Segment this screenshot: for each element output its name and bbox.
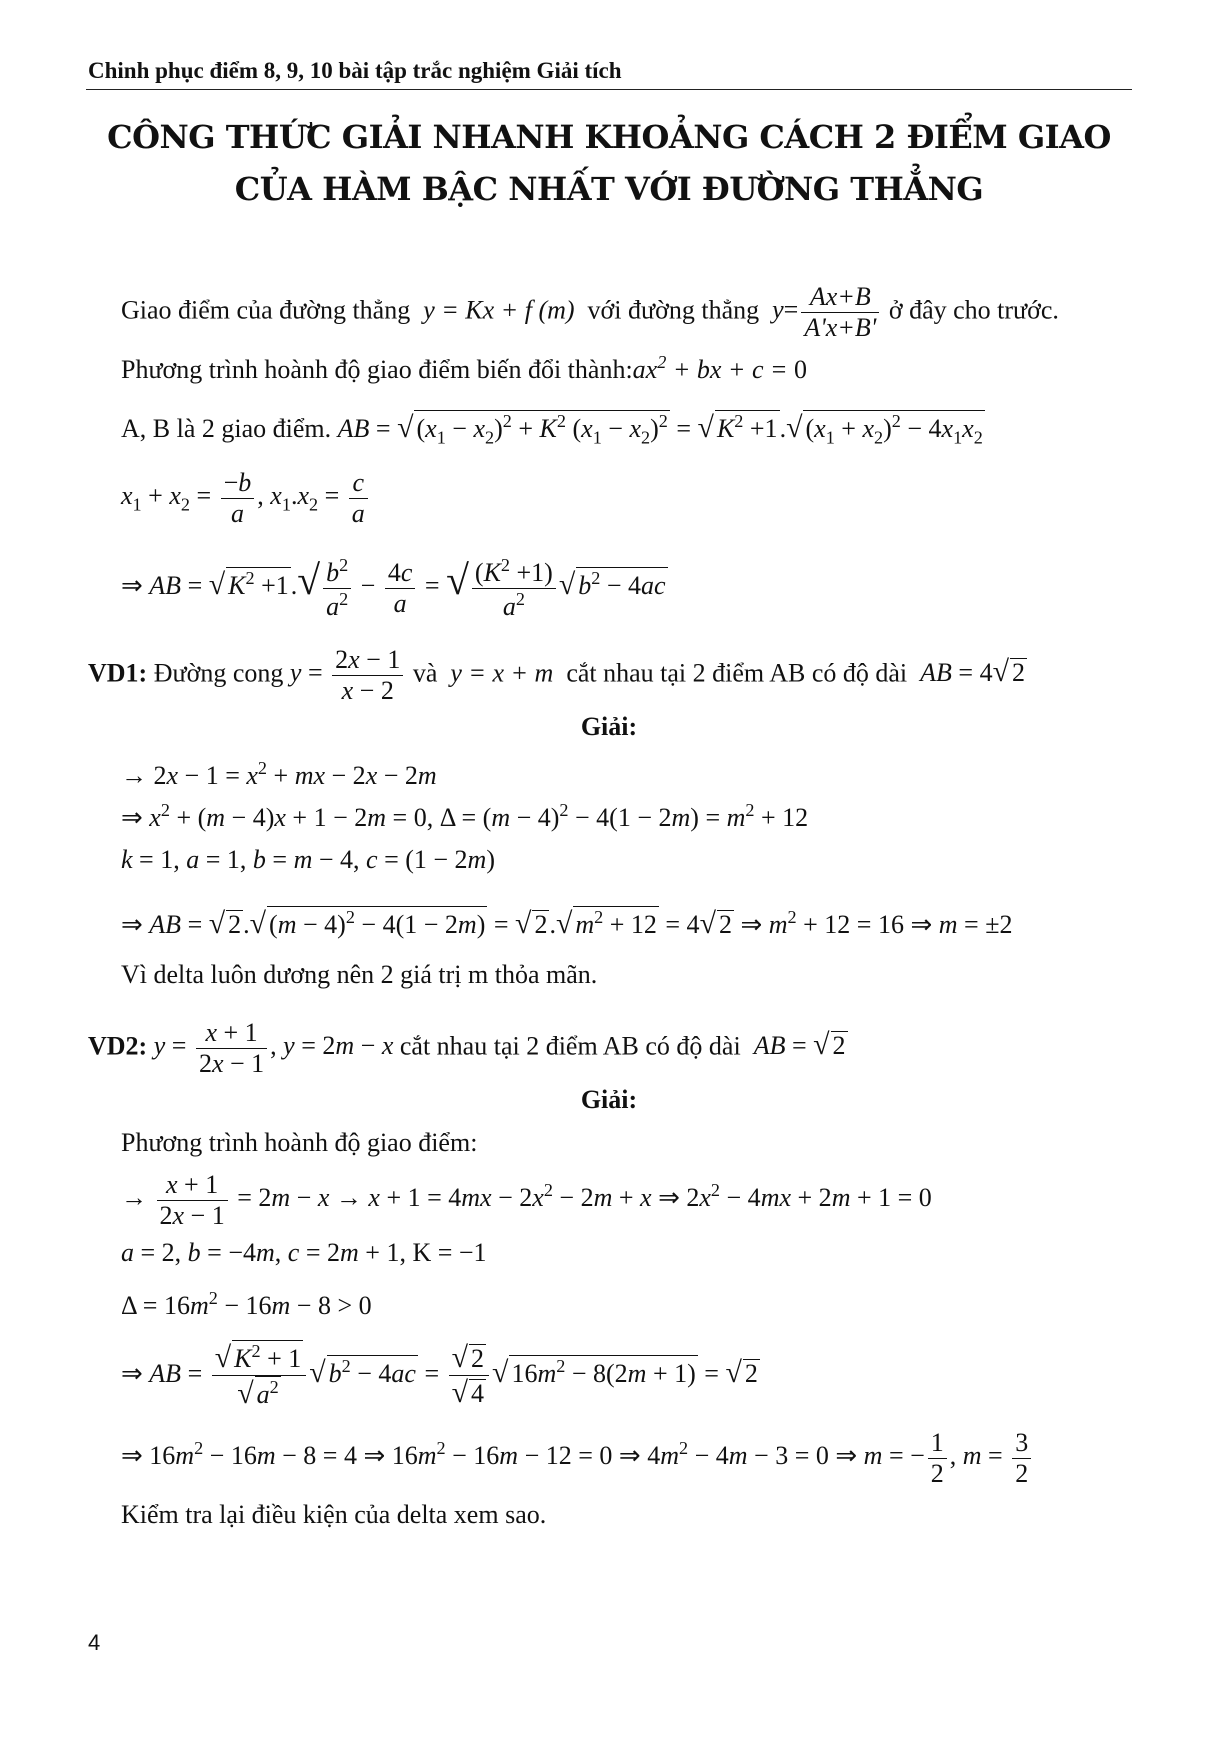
vd1-solution-label: Giải: xyxy=(580,712,638,741)
formula-ab-distance: AB = √ $(x_1 - x_2)^2 + K^2$ $(x_1 - x_2)^2$ = √ $K^2 +1.√$ $(x_1 + x_2)^2 - 4x_1x_2$ xyxy=(337,411,983,448)
intro-line-2 xyxy=(121,352,807,385)
intro-text-2: Phương trình hoành độ giao điểm biến đổi thành: xyxy=(121,355,633,384)
vd1-step-4: ⇒ AB = √ 2.√ $(m - 4)^2 - 4(1 - 2m)$ = √ 2.√ $m^2 + 12 = 4√$ 2 ⇒ $m^2 + 12 = 16$ ⇒ m = ±2 xyxy=(121,907,1013,940)
vd1-text-a: Đường cong xyxy=(153,658,284,688)
intro-text-c: ở đây cho trước. xyxy=(888,295,1059,325)
vd1-conclusion: Vì delta luôn dương nên 2 giá trị m thỏa mãn. xyxy=(121,960,598,989)
vd1-curve: y = $\frac{2x - 1}{x - 2}$ xyxy=(290,658,406,687)
vd2-functions: y = $\frac{x + 1}{2x - 1}$ , y = 2m − x xyxy=(153,1018,394,1078)
vd2-problem xyxy=(88,1018,848,1079)
intro-line-1 xyxy=(121,282,1059,343)
vd2-text: cắt nhau tại 2 điểm AB có độ dài xyxy=(399,1031,741,1061)
vd1-length: AB = 4√ 2 xyxy=(920,655,1025,689)
formula-line-kx: y = Kx + f (m) xyxy=(416,295,582,325)
vd1-step-1: → $2x - 1 = x^2$ + mx − 2x − 2m xyxy=(121,758,437,790)
page-title-line-1: CÔNG THỨC GIẢI NHANH KHOẢNG CÁCH 2 ĐIỂM GIAO xyxy=(107,118,1111,156)
vd2-step-4: ⇒ AB = $\frac{√ K^2 + 1}{√ a^2}$ √ $b^2 - 4ac$ = $\frac{√ 2}{√ 4}$ √ $16m^2 - 8(2m + 1)$ = √ 2 xyxy=(121,1341,758,1411)
vd2-length: AB = √ 2 xyxy=(753,1028,846,1062)
vd1-text-c: cắt nhau tại 2 điểm AB có độ dài xyxy=(566,658,908,688)
vd1-step-2: ⇒ $x^2 + (m - 4)x + 1 - 2m = 0$, $\Delta = (m - 4)^2 - 4(1 - 2m) = m^2 + 12$ xyxy=(121,800,809,832)
page-title-line-2: CỦA HÀM BẬC NHẤT VỚI ĐƯỜNG THẲNG xyxy=(234,170,984,208)
vd2-step-3: $\Delta = 16m^2 - 16m - 8 > 0$ xyxy=(121,1288,372,1320)
formula-homographic: y= $\frac{Ax+B}{A'x+B'}$ xyxy=(766,295,883,324)
formula-quadratic: $ax^2$ + bx + c = 0 xyxy=(632,352,808,384)
vd2-label: VD2: xyxy=(88,1031,148,1061)
intro-text-3: A, B là 2 giao điểm. xyxy=(121,414,332,443)
header-rule xyxy=(86,89,1132,90)
vd2-line-1: Phương trình hoành độ giao điểm: xyxy=(121,1128,478,1157)
formula-ab-final: ⇒ AB = √ $K^2 +1.√$ $\frac{b^2}{a^2}$ − $\frac{4c}{a}$ = √ $\frac{(K^2 +1)}{a^2}$ √ $b^2 - 4ac$ xyxy=(121,555,666,621)
intro-text-b: với đường thẳng xyxy=(587,295,760,325)
vd2-step-1: → $\frac{x + 1}{2x - 1}$ = $2m - x \to x + 1 = 4mx - 2x^2 - 2m + x$ ⇒ $2x^2 - 4mx + 2m + 1 = 0$ xyxy=(121,1170,932,1230)
vd1-step-3: k = 1, a = 1, b = m − 4, c = (1 − 2m) xyxy=(121,845,495,874)
vd2-step-5: ⇒ $16m^2 - 16m - 8 = 4$ ⇒ $16m^2 - 16m - 12 = 0$ ⇒ $4m^2 - 4m - 3 = 0$ ⇒ m = − $\frac{1}{2}$ , m = $\frac{3}{2}$ xyxy=(121,1428,1034,1489)
formula-vieta: $x_1 + x_2$ = $\frac{-b}{a}$ , $x_1.x_2$ = $\frac{c}{a}$ xyxy=(121,468,371,529)
vd2-conclusion: Kiểm tra lại điều kiện của delta xem sao. xyxy=(121,1500,547,1529)
vd2-step-2: a = 2, b = −4m, c = 2m + 1, K = −1 xyxy=(121,1238,487,1267)
intro-text-a: Giao điểm của đường thẳng xyxy=(121,295,411,325)
vd2-solution-label: Giải: xyxy=(580,1085,638,1114)
vd1-label: VD1: xyxy=(88,658,148,688)
vd1-text-b: và xyxy=(412,658,438,688)
running-header: Chinh phục điểm 8, 9, 10 bài tập trắc nghiệm Giải tích xyxy=(88,58,622,83)
page-number: 4 xyxy=(88,1630,101,1655)
intro-line-3 xyxy=(121,410,985,447)
vd1-line: y = x + m xyxy=(443,658,560,688)
vd1-problem xyxy=(88,645,1027,706)
